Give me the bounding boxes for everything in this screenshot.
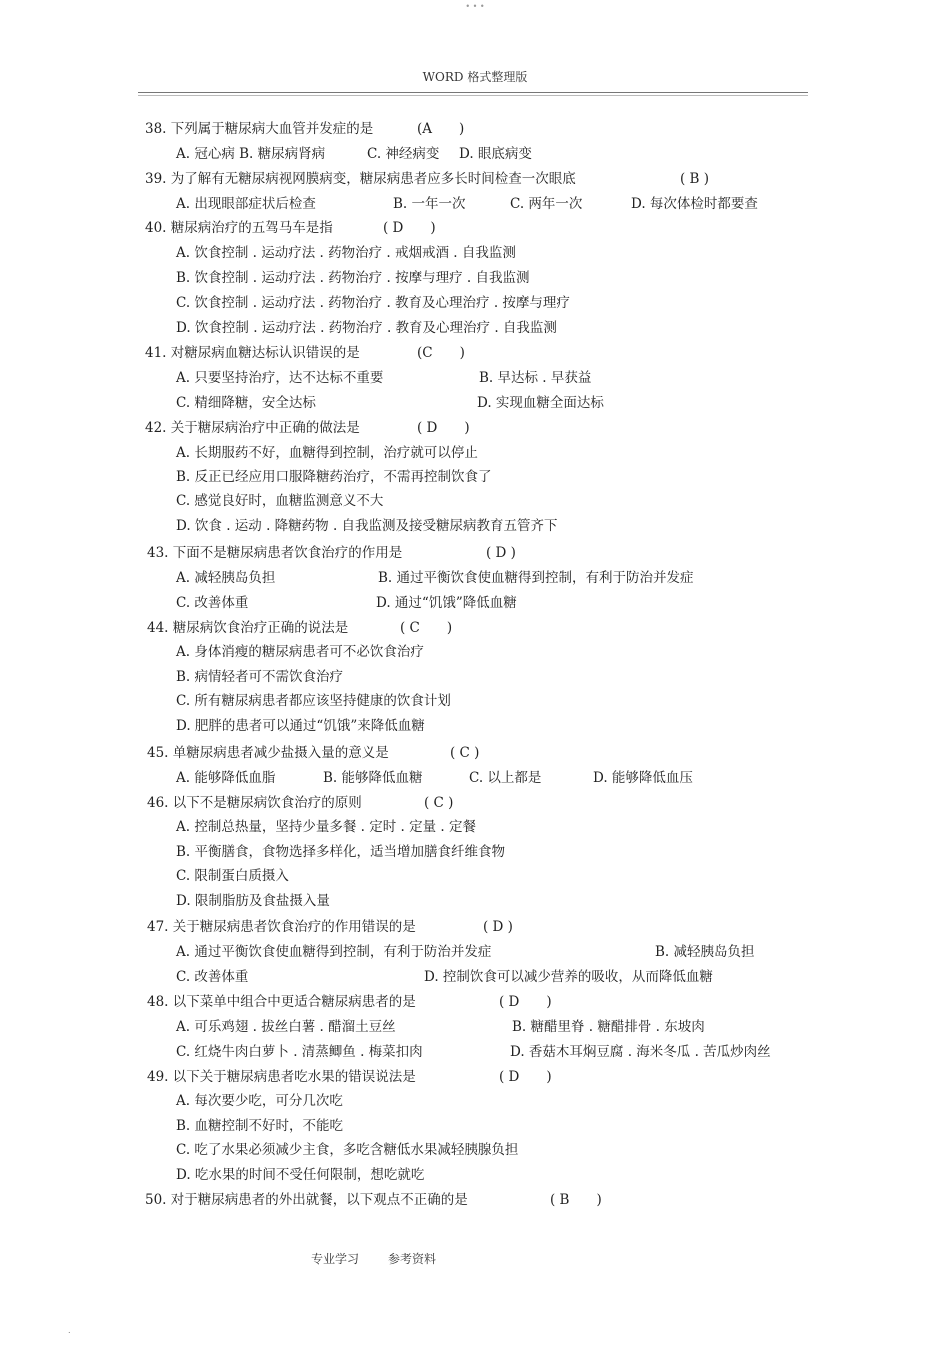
option-text: D. 吃水果的时间不受任何限制，想吃就吃 — [176, 1167, 425, 1183]
question-text: 40. 糖尿病治疗的五驾马车是指 — [145, 220, 333, 236]
question-text: 47. 关于糖尿病患者饮食治疗的作用错误的是 — [147, 919, 416, 935]
answer-key: ( C ) — [424, 795, 454, 811]
question-text: 50. 对于糖尿病患者的外出就餐，以下观点不正确的是 — [145, 1192, 468, 1208]
option-text: C. 改善体重 — [176, 969, 249, 985]
question-text: 42. 关于糖尿病治疗中正确的做法是 — [145, 420, 360, 436]
option-text: B. 饮食控制 . 运动疗法 . 药物治疗 . 按摩与理疗 . 自我监测 — [176, 270, 530, 286]
option-text: D. 限制脂肪及食盐摄入量 — [176, 893, 330, 909]
option-text: A. 能够降低血脂 — [176, 770, 276, 786]
option-text: B. 平衡膳食，食物选择多样化，适当增加膳食纤维食物 — [176, 844, 506, 860]
option-text: C. 红烧牛肉白萝卜 . 清蒸鲫鱼 . 梅菜扣肉 — [176, 1044, 423, 1060]
option-text: D. 通过“饥饿”降低血糖 — [376, 595, 517, 611]
option-text: D. 饮食 . 运动 . 降糖药物 . 自我监测及接受糖尿病教育五管齐下 — [176, 518, 558, 534]
question-text: 38. 下列属于糖尿病大血管并发症的是 — [145, 121, 374, 137]
question-text: 41. 对糖尿病血糖达标认识错误的是 — [145, 345, 360, 361]
option-text: D. 实现血糖全面达标 — [477, 395, 604, 411]
option-text: A. 通过平衡饮食使血糖得到控制，有利于防治并发症 — [176, 944, 492, 960]
option-text: B. 反正已经应用口服降糖药治疗，不需再控制饮食了 — [176, 469, 492, 485]
corner-mark: . — [68, 1326, 71, 1335]
header-rule-thin — [138, 95, 808, 96]
question-text: 44. 糖尿病饮食治疗正确的说法是 — [147, 620, 349, 636]
answer-key: ( D ) — [486, 545, 516, 561]
option-text: D. 香菇木耳焖豆腐 . 海米冬瓜 . 苦瓜炒肉丝 — [510, 1044, 771, 1060]
option-text: A. 饮食控制 . 运动疗法 . 药物治疗 . 戒烟戒酒 . 自我监测 — [176, 245, 516, 261]
option-text: D. 饮食控制 . 运动疗法 . 药物治疗 . 教育及心理治疗 . 自我监测 — [176, 320, 557, 336]
answer-key: ( D ) — [483, 919, 513, 935]
option-text: A. 每次要少吃，可分几次吃 — [176, 1093, 343, 1109]
answer-key: ( B ) — [550, 1192, 602, 1208]
option-text: C. 吃了水果必须减少主食，多吃含糖低水果减轻胰腺负担 — [176, 1142, 519, 1158]
option-text: A. 控制总热量，坚持少量多餐 . 定时 . 定量 . 定餐 — [176, 819, 476, 835]
footer-right-text: 参考资料 — [388, 1252, 437, 1266]
option-text: D. 肥胖的患者可以通过“饥饿”来降低血糖 — [176, 718, 425, 734]
option-text: B. 糖醋里脊 . 糖醋排骨 . 东坡肉 — [512, 1019, 705, 1035]
answer-key: ( D ) — [417, 420, 470, 436]
answer-key: (C ) — [417, 345, 465, 361]
option-text: B. 能够降低血糖 — [323, 770, 423, 786]
option-text: A. 身体消瘦的糖尿病患者可不必饮食治疗 — [176, 644, 424, 660]
header-rule — [138, 92, 808, 93]
option-text: D. 每次体检时都要查 — [631, 196, 758, 212]
answer-key: (A ) — [417, 121, 465, 137]
option-text: C. 神经病变 — [367, 146, 440, 162]
question-text: 43. 下面不是糖尿病患者饮食治疗的作用是 — [147, 545, 403, 561]
question-text: 39. 为了解有无糖尿病视网膜病变，糖尿病患者应多长时间检查一次眼底 — [145, 171, 576, 187]
page-header-title: WORD 格式整理版 — [422, 70, 528, 84]
option-text: C. 两年一次 — [510, 196, 583, 212]
question-text: 49. 以下关于糖尿病患者吃水果的错误说法是 — [147, 1069, 416, 1085]
option-text: B. 病情轻者可不需饮食治疗 — [176, 669, 344, 685]
option-text: B. 通过平衡饮食使血糖得到控制，有利于防治并发症 — [378, 570, 694, 586]
question-text: 46. 以下不是糖尿病饮食治疗的原则 — [147, 795, 362, 811]
option-text: D. 控制饮食可以减少营养的吸收，从而降低血糖 — [424, 969, 713, 985]
option-text: A. 冠心病 B. 糖尿病肾病 — [176, 146, 326, 162]
option-text: B. 血糖控制不好时，不能吃 — [176, 1118, 344, 1134]
answer-key: ( D ) — [383, 220, 436, 236]
option-text: B. 一年一次 — [393, 196, 466, 212]
answer-key: ( B ) — [680, 171, 710, 187]
option-text: B. 减轻胰岛负担 — [655, 944, 755, 960]
option-text: C. 限制蛋白质摄入 — [176, 868, 289, 884]
option-text: A. 可乐鸡翅 . 拔丝白薯 . 醋溜土豆丝 — [176, 1019, 396, 1035]
option-text: C. 饮食控制 . 运动疗法 . 药物治疗 . 教育及心理治疗 . 按摩与理疗 — [176, 295, 570, 311]
option-text: A. 减轻胰岛负担 — [176, 570, 276, 586]
option-text: C. 精细降糖，安全达标 — [176, 395, 316, 411]
option-text: C. 改善体重 — [176, 595, 249, 611]
option-text: A. 出现眼部症状后检查 — [176, 196, 316, 212]
answer-key: ( D ) — [499, 994, 552, 1010]
option-text: C. 感觉良好时，血糖监测意义不大 — [176, 493, 384, 509]
answer-key: ( C ) — [450, 745, 480, 761]
option-text: C. 以上都是 — [469, 770, 542, 786]
option-text: C. 所有糖尿病患者都应该坚持健康的饮食计划 — [176, 693, 451, 709]
footer-left-text: 专业学习 — [311, 1252, 360, 1266]
question-text: 48. 以下菜单中组合中更适合糖尿病患者的是 — [147, 994, 416, 1010]
answer-key: ( D ) — [499, 1069, 552, 1085]
option-text: D. 能够降低血压 — [593, 770, 693, 786]
question-text: 45. 单糖尿病患者减少盐摄入量的意义是 — [147, 745, 389, 761]
option-text: B. 早达标 . 早获益 — [479, 370, 592, 386]
header-dots: • • • — [465, 2, 485, 11]
answer-key: ( C ) — [400, 620, 453, 636]
option-text: A. 只要坚持治疗，达不达标不重要 — [176, 370, 384, 386]
option-text: D. 眼底病变 — [459, 146, 532, 162]
option-text: A. 长期服药不好，血糖得到控制，治疗就可以停止 — [176, 445, 478, 461]
